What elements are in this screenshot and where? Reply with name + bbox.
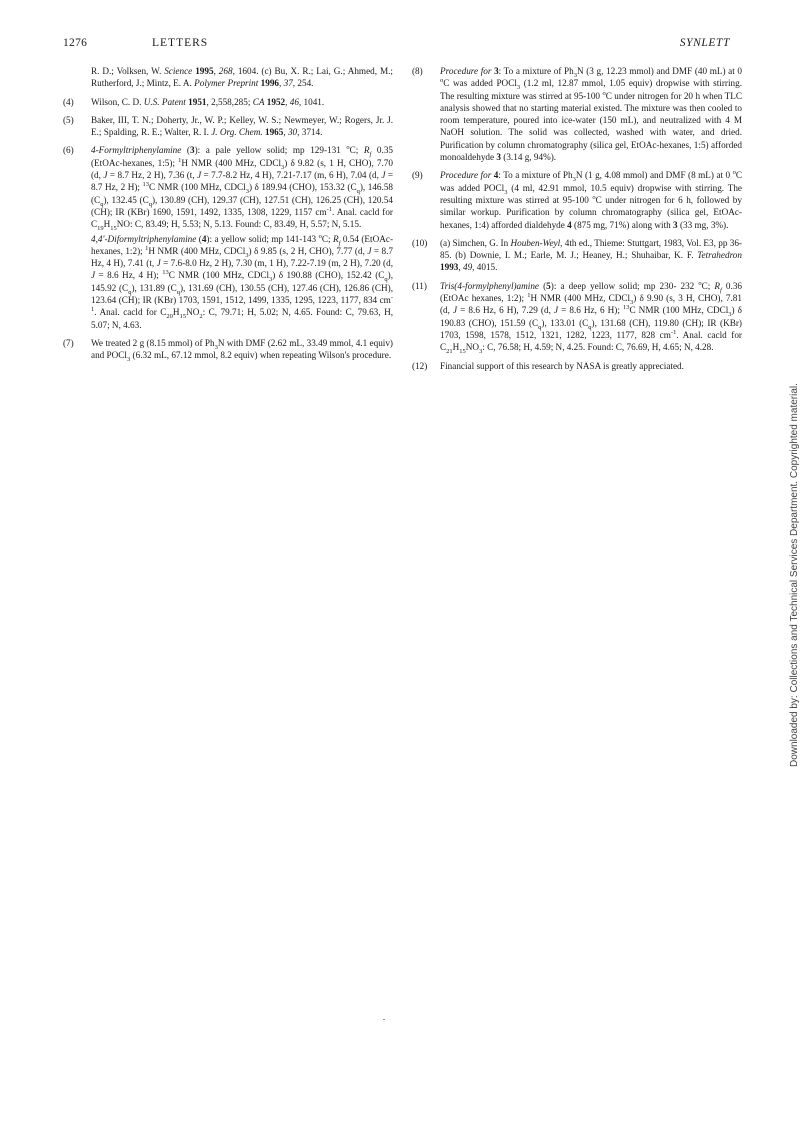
reference-5	[63, 114, 393, 139]
reference-6	[63, 144, 393, 330]
reference-text: We treated 2 g (8.15 mmol) of $Ph_3N$ with DMF (2.62 mL, 33.49 mmol, 4.1 equiv) and POCl$_3$ (6.32 mL, 67.12 mmol, 8.2 equiv) when repeating Wilson's procedure.	[91, 337, 393, 364]
right-column	[412, 65, 742, 378]
left-column	[63, 65, 393, 368]
reference-text: Procedure for 3: To a mixture of $Ph_3N$ (3 g, 12.23 mmol) and DMF (40 mL) at 0 $^o$C was added POCl$_3$ (1.2 ml, 12.87 mmol, 1.05 equiv) dropwise with stirring. The resulting mixture was stirred at 95-100 $^o$C under nitrogen for 20 h when TLC analysis showed that no starting material existed. The mixture was then cooled to room temperature, poured into ice-water (150 mL), and neutralized with 4 M NaOH solution. The solid was collected, washed with water, and dried. Purification by column chromatography (silica gel, EtOAc-hexanes, 1:5) afforded monoaldehyde 3 (3.14 g, 94%).	[440, 66, 742, 163]
reference-number: (5)	[63, 114, 74, 125]
reference-text: Baker, III, T. N.; Doherty, Jr., W. P.; Kelley, W. S.; Newmeyer, W.; Rogers, Jr. J. E.; Spalding, R. E.; Walter, R. I. J. Org. Chem. 1965, 30, 3714.	[91, 114, 393, 138]
reference-number: (8)	[412, 66, 423, 76]
reference-number: (11)	[412, 280, 427, 291]
reference-number: (6)	[63, 145, 74, 156]
page-number: 1276	[63, 37, 88, 49]
reference-text: Procedure for 4: To a mixture of $Ph_3N$ (1 g, 4.08 mmol) and DMF (8 mL) at 0 $^o$C was added POCl$_3$ (4 ml, 42.91 mmol, 10.5 equiv) dropwise with stirring. The resulting mixture was stirred at 95-100 $^o$C under nitrogen for 6 h, followed by similar workup. Purification by column chromatography (silica gel, EtOAc-hexanes, 1:4) afforded dialdehyde 4 (875 mg, 71%) along with 3 (33 mg, 3%).	[440, 169, 743, 230]
reference-8	[412, 65, 742, 163]
section-title: LETTERS	[152, 37, 209, 49]
reference-number: (12)	[412, 360, 428, 371]
reference-text: Tris(4-formylphenyl)amine (5): a deep yellow solid; mp 230- 232 $^o$C; $R_f$ 0.36 (EtOAc hexanes, 1:2); $^1$H NMR (400 MHz, CDCl$_3$) δ 9.90 (s, 3 H, CHO), 7.81 (d, J = 8.6 Hz, 6 H), 7.29 (d, J = 8.6 Hz, 6 H); $^{13}$C NMR (100 MHz, CDCl$_3$) δ 190.83 (CHO), 151.59 $(C_q)$, 133.01 $(C_q)$, 131.68 (CH), 119.80 (CH); IR (KBr) 1703, 1598, 1578, 1512, 1321, 1282, 1223, 1177, 828 $cm^{-1}$. Anal. cacld for $C_{21}H_{15}NO_3$: C, 76.58; H, 4.59; N, 4.25. Found: C, 76.69, H, 4.65; N, 4.28.	[440, 279, 743, 356]
scan-speck	[383, 1019, 385, 1020]
reference-number: (9)	[412, 170, 423, 181]
reference-text: Financial support of this research by NASA is greatly appreciated.	[440, 360, 684, 371]
reference-12	[412, 360, 742, 372]
reference-number: (7)	[63, 337, 74, 348]
reference-11	[412, 280, 742, 354]
reference-3-continued	[63, 65, 393, 90]
reference-number: (10)	[412, 237, 428, 248]
reference-text: 4,4'-Diformyltriphenylamine (4): a yellow solid; mp 141-143 $^o$C; $R_f$ 0.54 (EtOAc-hexanes, 1:2); $^1$H NMR (400 MHz, CDCl$_3$) δ 9.85 (s, 2 H, CHO), 7.77 (d, J = 8.7 Hz, 4 H), 7.41 (t, J = 7.6-8.0 Hz, 2 H), 7.30 (m, 1 H), 7.22-7.19 (m, 2 H), 7.20 (d, J = 8.6 Hz, 4 H); $^{13}$C NMR (100 MHz, CDCl$_3$) δ 190.88 (CHO), 152.42 $(C_q)$, 145.92 $(C_q)$, 131.89 $(C_q)$, 131.69 (CH), 130.55 (CH), 127.46 (CH), 126.86 (CH), 123.64 (CH); IR (KBr) 1703, 1591, 1512, 1499, 1335, 1295, 1223, 1177, 834 $cm^{-1}$. Anal. cacld for $C_{20}H_{15}NO_2$: C, 79.71; H, 5.02; N, 4.65. Found: C, 79.63, H, 5.07; N, 4.63.	[91, 232, 394, 330]
reference-text: (a) Simchen, G. In Houben-Weyl, 4th ed., Thieme: Stuttgart, 1983, Vol. E3, pp 36-85. (b) Downie, I. M.; Earle, M. J.; Heaney, H.; Shuhaibar, K. F. Tetrahedron 1993, 49, 4015.	[440, 237, 742, 273]
reference-text: Wilson, C. D. U.S. Patent 1951, 2,558,285; CA 1952, 46, 1041.	[91, 96, 325, 107]
reference-7	[63, 337, 393, 362]
reference-9	[412, 169, 742, 230]
journal-name: SYNLETT	[679, 37, 730, 49]
reference-text: 4-Formyltriphenylamine (3): a pale yellow solid; mp 129-131 $^o$C; $R_f$ 0.35 (EtOAc-hexanes, 1:5); $^1$H NMR (400 MHz, CDCl$_3$) δ 9.82 (s, 1 H, CHO), 7.70 (d, J = 8.7 Hz, 2 H), 7.36 (t, J = 7.7-8.2 Hz, 4 H), 7.21-7.17 (m, 6 H), 7.04 (d, J = 8.7 Hz, 2 H); $^{13}$C NMR (100 MHz, CDCl$_3$) δ 189.94 (CHO), 153.32 $(C_q)$, 146.58 $(C_q)$, 132.45 $(C_q)$, 130.89 (CH), 129.37 (CH), 127.51 (CH), 126.25 (CH), 120.54 (CH); IR (KBr) 1690, 1591, 1492, 1335, 1308, 1229, 1157 $cm^{-1}$. Anal. cacld for $C_{19}H_{15}NO$: C, 83.49; H, 5.53; N, 5.13. Found: C, 83.49, H, 5.57; N, 5.15.	[91, 144, 394, 233]
reference-10	[412, 237, 742, 274]
reference-number: (4)	[63, 96, 74, 107]
reference-4	[63, 96, 393, 108]
reference-text: R. D.; Volksen, W. Science 1995, 268, 1604. (c) Bu, X. R.; Lai, G.; Ahmed, M.; Rutherford, J.; Mintz, E. A. Polymer Preprint 1996, 37, 254.	[91, 66, 393, 89]
download-watermark: Downloaded by: Collections and Technical Services Department. Copyrighted material.	[789, 383, 800, 767]
